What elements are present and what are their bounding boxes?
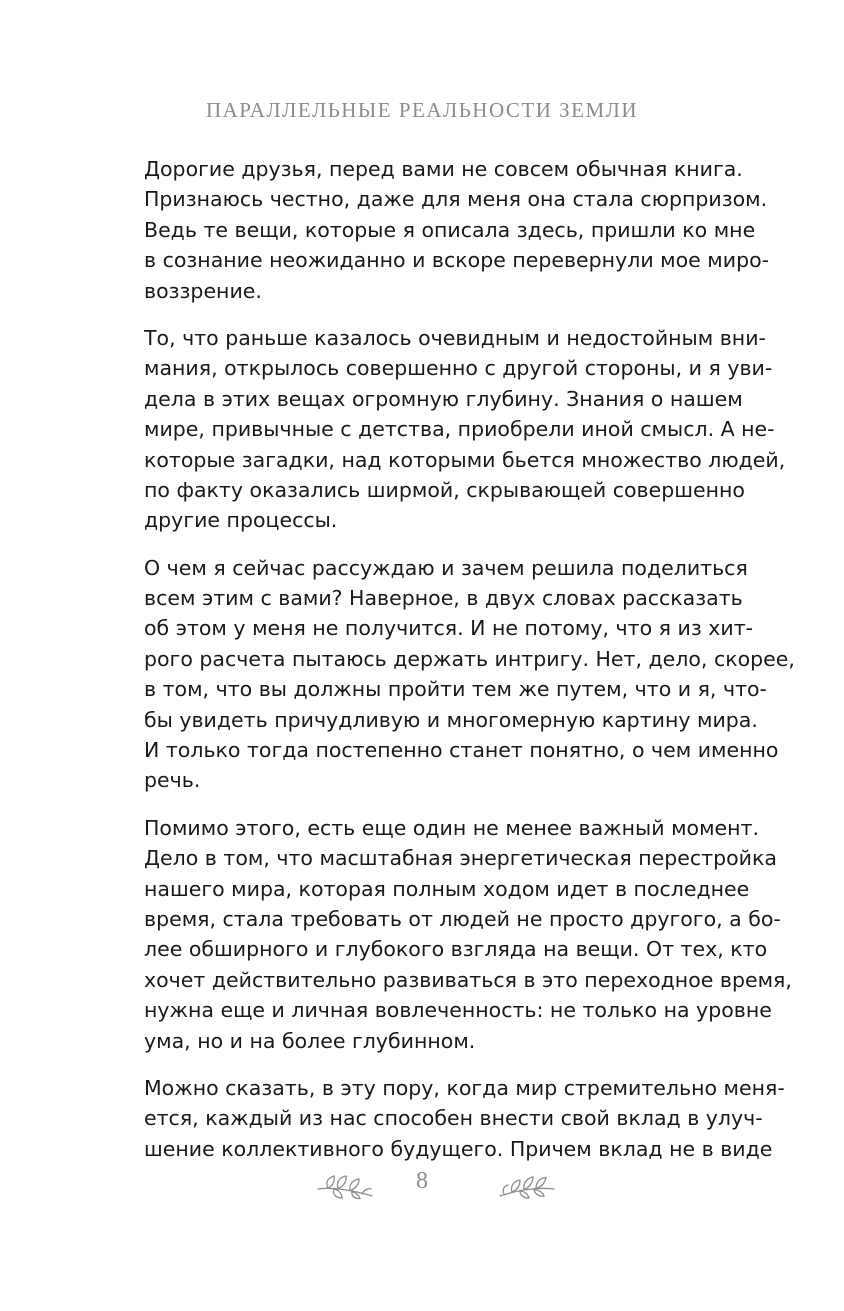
text-line: хочет действительно развиваться в это переходное время, bbox=[144, 967, 792, 992]
text-line: другие процессы. bbox=[144, 508, 338, 533]
text-line: рого расчета пытаюсь держать интригу. Нет, дело, скорее, bbox=[144, 646, 795, 671]
text-line: которые загадки, над которыми бьется множество людей, bbox=[144, 447, 786, 472]
text-line: мания, открылось совершенно с другой стороны, и я уви- bbox=[144, 356, 773, 381]
text-line: всем этим с вами? Наверное, в двух словах рассказать bbox=[144, 586, 743, 611]
text-line: И только тогда постепенно станет понятно, о чем именно bbox=[144, 738, 779, 763]
text-line: шение коллективного будущего. Причем вклад не в виде bbox=[144, 1136, 773, 1161]
page-footer bbox=[0, 1166, 844, 1206]
paragraph bbox=[144, 154, 770, 306]
text-line: мире, привычные с детства, приобрели иной смысл. А не- bbox=[144, 417, 775, 442]
text-line: Дорогие друзья, перед вами не совсем обычная книга. bbox=[144, 157, 743, 181]
text-line: ума, но и на более глубинном. bbox=[144, 1028, 476, 1053]
text-line: по факту оказались ширмой, скрывающей совершенно bbox=[144, 477, 745, 502]
text-line: об этом у меня не получится. И не потому, что я из хит- bbox=[144, 616, 754, 641]
text-line: нужна еще и личная вовлеченность: не только на уровне bbox=[144, 998, 772, 1023]
text-line: время, стала требовать от людей не просто другого, а бо- bbox=[144, 906, 781, 931]
leaf-sprig-icon bbox=[498, 1170, 556, 1200]
paragraph bbox=[144, 323, 786, 536]
body-text bbox=[144, 154, 795, 1181]
text-line: Помимо этого, есть еще один не менее важный момент. bbox=[144, 815, 760, 840]
text-line: в сознание неожиданно и вскоре перевернули мое миро- bbox=[144, 248, 770, 273]
text-line: лее обширного и глубокого взгляда на вещи. От тех, кто bbox=[144, 937, 768, 962]
text-line: Ведь те вещи, которые я описала здесь, пришли ко мне bbox=[144, 217, 756, 242]
paragraph bbox=[144, 1073, 785, 1164]
text-line: То, что раньше казалось очевидным и недостойным вни- bbox=[144, 325, 766, 350]
text-line: дела в этих вещах огромную глубину. Знания о нашем bbox=[144, 386, 743, 411]
text-line: Признаюсь честно, даже для меня она стала сюрпризом. bbox=[144, 187, 768, 212]
text-line: нашего мира, которая полным ходом идет в последнее bbox=[144, 876, 750, 901]
page-number: 8 bbox=[416, 1168, 428, 1194]
paragraph bbox=[144, 553, 795, 796]
text-line: бы увидеть причудливую и многомерную картину мира. bbox=[144, 707, 758, 732]
text-line: ется, каждый из нас способен внести свой вклад в улуч- bbox=[144, 1106, 763, 1131]
text-line: в том, что вы должны пройти тем же путем, что и я, что- bbox=[144, 677, 767, 702]
text-line: воззрение. bbox=[144, 278, 262, 303]
text-line: Можно сказать, в эту пору, когда мир стремительно меня- bbox=[144, 1075, 785, 1100]
text-line: О чем я сейчас рассуждаю и зачем решила поделиться bbox=[144, 555, 748, 580]
paragraph bbox=[144, 813, 792, 1056]
running-head: ПАРАЛЛЕЛЬНЫЕ РЕАЛЬНОСТИ ЗЕМЛИ bbox=[205, 98, 639, 122]
text-line: речь. bbox=[144, 768, 201, 793]
text-line: Дело в том, что масштабная энергетическая перестройка bbox=[144, 846, 777, 871]
